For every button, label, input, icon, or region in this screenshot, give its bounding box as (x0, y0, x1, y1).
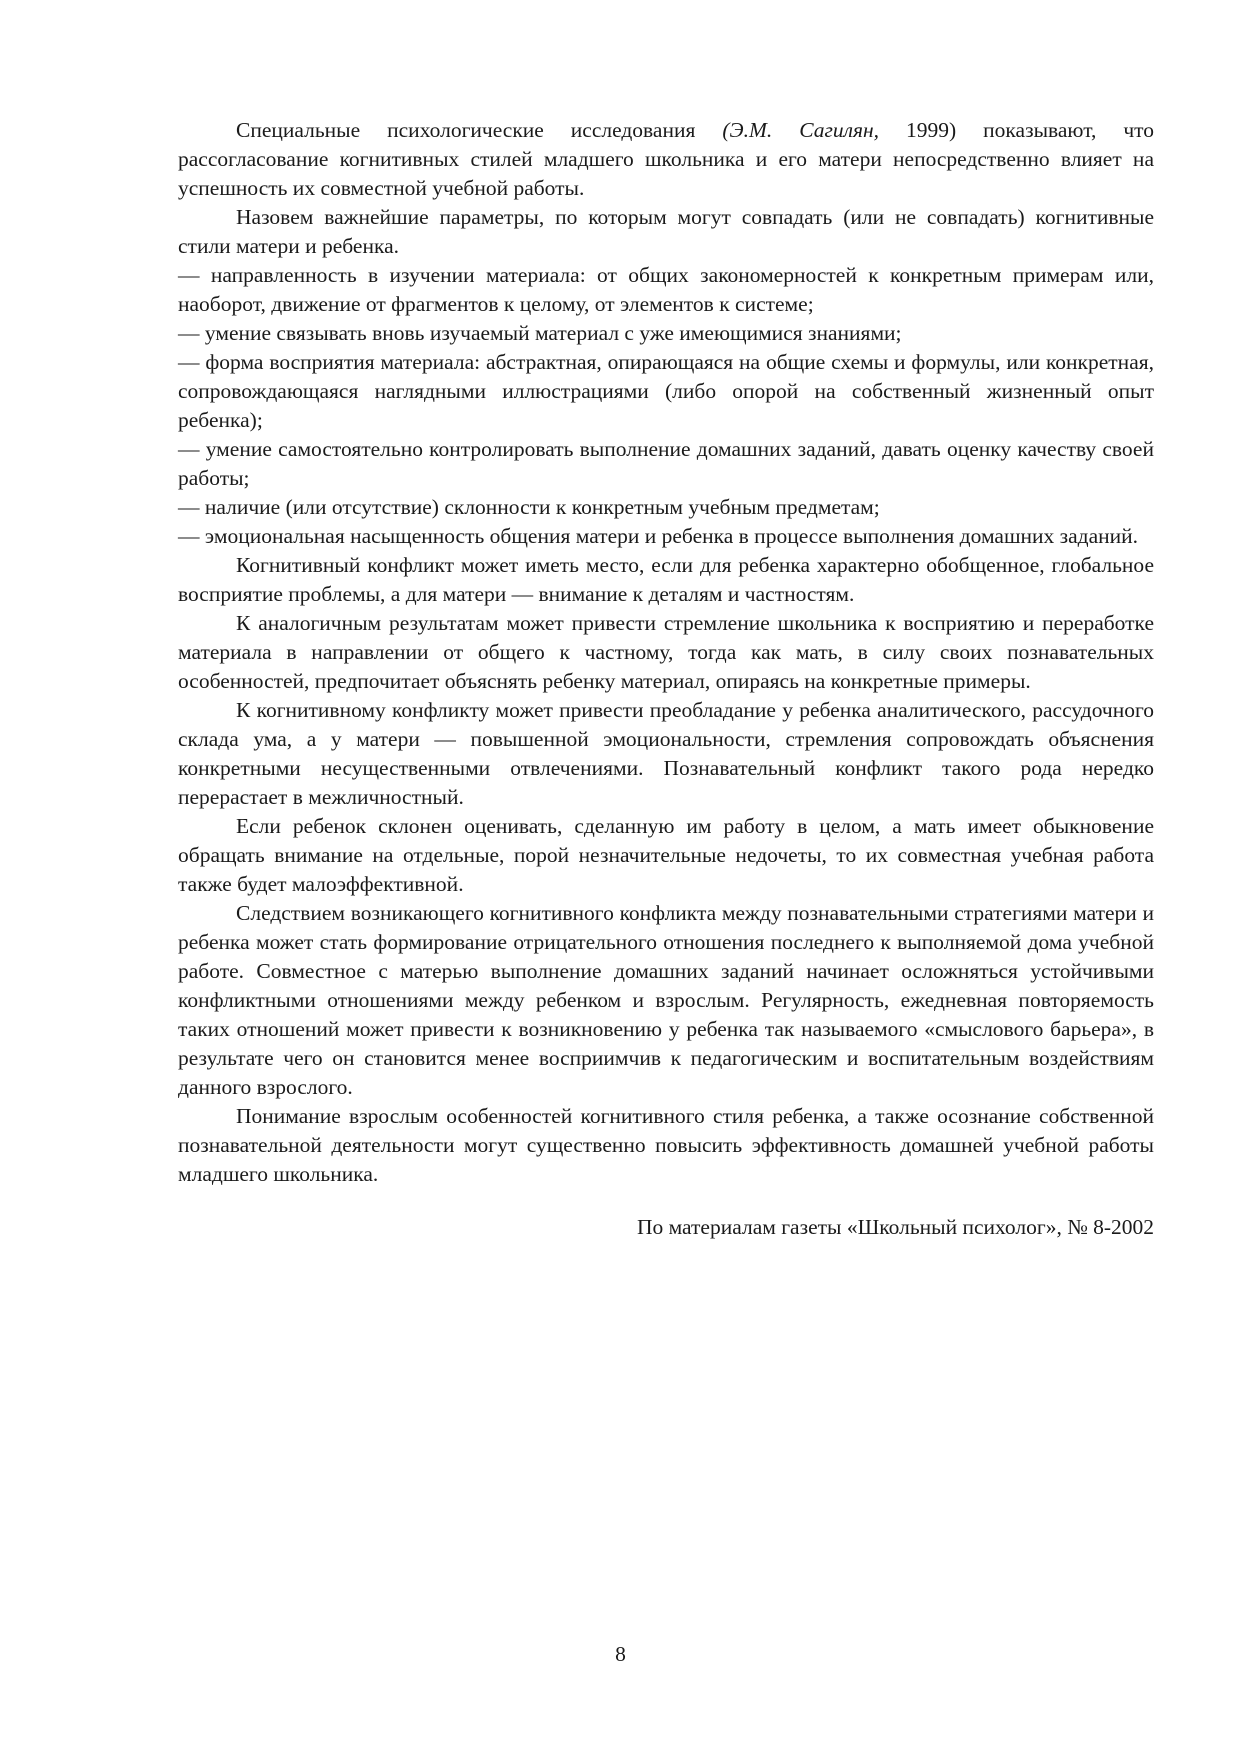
intro-citation-year: 1999) (906, 118, 957, 142)
list-item: — умение самостоятельно контролировать выполнение домашних заданий, давать оценку качеству своей работы; (178, 437, 1154, 490)
source-attribution: По материалам газеты «Школьный психолог», № 8-2002 (636, 1215, 1154, 1239)
list-item: — эмоциональная насыщенность общения матери и ребенка в процессе выполнения домашних заданий. (178, 524, 1139, 548)
body-paragraph: Понимание взрослым особенностей когнитивного стиля ребенка, а также осознание собственной познавательной деятельности могут существенно повысить эффективность домашней учебной работы младшего школьника. (178, 1104, 1154, 1186)
intro-citation-author: (Э.М. Сагилян, (722, 118, 880, 142)
intro-before-citation: Специальные психологические исследования (236, 118, 696, 142)
list-item: — умение связывать вновь изучаемый материал с уже имеющимися знаниями; (178, 321, 902, 345)
body-text (178, 116, 1154, 1242)
page-number: 8 (615, 1642, 626, 1666)
list-item: — форма восприятия материала: абстрактная, опирающаяся на общие схемы и формулы, или конкретная, сопровождающаяся наглядными иллюстрациями (либо опорой на собственный жизненный опыт ребенка); (178, 350, 1154, 432)
body-paragraph: Следствием возникающего когнитивного конфликта между познавательными стратегиями матери и ребенка может стать формирование отрицательного отношения последнего к выполняемой дома учебной работе. Совместное с матерью выполнение домашних заданий начинает осложняться устойчивыми конфликтными отношениями между ребенком и взрослым. Регулярность, ежедневная повторяемость таких отношений может привести к возникновению у ребенка так называемого «смыслового барьера», в результате чего он становится менее восприимчив к педагогическим и воспитательным воздействиям данного взрослого. (178, 901, 1154, 1099)
body-paragraph: Когнитивный конфликт может иметь место, если для ребенка характерно обобщенное, глобальное восприятие проблемы, а для матери — внимание к деталям и частностям. (178, 553, 1154, 606)
params-intro-paragraph: Назовем важнейшие параметры, по которым могут совпадать (или не совпадать) когнитивные стили матери и ребенка. (178, 205, 1154, 258)
body-paragraph: К когнитивному конфликту может привести преобладание у ребенка аналитического, рассудочного склада ума, а у матери — повышенной эмоциональности, стремления сопровождать объяснения конкретными несущественными отвлечениями. Познавательный конфликт такого рода нередко перерастает в межличностный. (178, 698, 1154, 809)
intro-paragraph (178, 116, 1154, 203)
list-item: — наличие (или отсутствие) склонности к конкретным учебным предметам; (178, 495, 880, 519)
intro-after-citation: показывают, что рассогласование когнитивных стилей младшего школьника и его матери непосредственно влияет на успешность их совместной учебной работы. (178, 118, 1155, 200)
list-item: — направленность в изучении материала: от общих закономерностей к конкретным примерам или, наоборот, движение от фрагментов к целому, от элементов к системе; (178, 263, 1154, 316)
body-paragraph: Если ребенок склонен оценивать, сделанную им работу в целом, а мать имеет обыкновение обращать внимание на отдельные, порой незначительные недочеты, то их совместная учебная работа также будет малоэффективной. (178, 814, 1154, 896)
body-paragraph: К аналогичным результатам может привести стремление школьника к восприятию и переработке материала в направлении от общего к частному, тогда как мать, в силу своих познавательных особенностей, предпочитает объяснять ребенку материал, опираясь на конкретные примеры. (178, 611, 1154, 693)
